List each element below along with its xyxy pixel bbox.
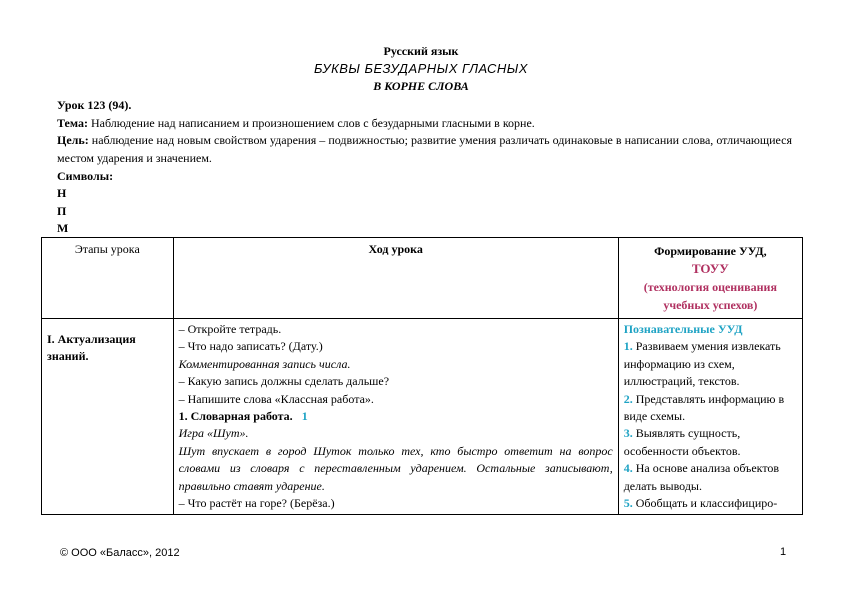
uud-item-number: 2. [623, 391, 633, 406]
uud-item [624, 460, 797, 495]
course-line: Комментированная запись числа. [178, 356, 351, 371]
uud-item [624, 391, 797, 426]
lesson-table [41, 237, 803, 515]
uud-item-text: На основе анализа объектов делать выводы. [623, 461, 780, 493]
lesson-goal [57, 132, 792, 167]
page-number: 1 [780, 546, 787, 558]
symbol-m: М [57, 221, 69, 235]
uud-item-number: 5. [623, 496, 633, 511]
course-cell [173, 319, 618, 515]
uud-item [624, 425, 797, 460]
uud-item-number: 3. [623, 426, 633, 441]
uud-item-number: 1. [623, 339, 633, 354]
title-line-1: БУКВЫ БЕЗУДАРНЫХ ГЛАСНЫХ [314, 61, 528, 76]
uud-item-text: Обобщать и классифициро- [632, 496, 778, 511]
header-uud [618, 238, 802, 319]
stage-cell: I. Актуализация знаний. [42, 319, 174, 515]
header-course: Ход урока [173, 238, 618, 319]
symbol-n: Н [57, 186, 67, 200]
course-line: – Откройте тетрадь. [178, 322, 282, 336]
header-uud-line2: ТОУУ [691, 261, 729, 276]
course-line: Игра «Шут». [178, 426, 249, 441]
lesson-number: Урок 123 (94). [57, 98, 132, 112]
lesson-topic [57, 115, 792, 133]
table-row [42, 319, 803, 515]
course-line: – Что надо записать? (Дату.) [178, 339, 323, 354]
uud-item [624, 338, 797, 390]
goal-text: наблюдение над новым свойством ударения – подвижностью; развитие умения различать одинаковые в написании слова, отличающиеся местом ударения и значением. [57, 133, 792, 165]
uud-item-number: 4. [623, 461, 633, 476]
course-line: Шут впускает в город Шуток только тех, кто быстро ответит на вопрос словами из словаря с переставленным ударением. Остальные записывают, правильно ставят ударение. [178, 443, 613, 493]
course-line [179, 408, 613, 425]
title-line-2: В КОРНЕ СЛОВА [373, 79, 469, 93]
uud-cell [618, 319, 802, 515]
subject-heading: Русский язык [383, 44, 459, 58]
uud-item [624, 495, 797, 512]
uud-item-text: Выявлять сущность, особенности объектов. [623, 426, 741, 458]
vocabulary-work-heading: 1. Словарная работа. [178, 409, 293, 424]
header-uud-line3: (технология оценивания учебных успехов) [643, 280, 777, 312]
vocabulary-mark: 1 [301, 409, 308, 424]
uud-item-text: Представлять информацию в виде схемы. [623, 391, 785, 424]
footer-copyright: © ООО «Баласс», 2012 [60, 547, 180, 559]
course-line: – Что растёт на горе? (Берёза.) [178, 496, 335, 511]
header-stages: Этапы урока [42, 238, 174, 319]
uud-item-text: Развиваем умения извлекать информацию из схем, иллюстраций, текстов. [623, 339, 781, 389]
course-line: – Напишите слова «Классная работа». [178, 391, 374, 406]
header-uud-line1: Формирование УУД, [654, 244, 767, 258]
goal-label: Цель: [57, 133, 89, 147]
symbol-p: П [57, 204, 67, 218]
course-line: – Какую запись должны сделать дальше? [178, 374, 390, 389]
table-header-row [42, 238, 803, 319]
uud-title: Познавательные УУД [623, 322, 743, 336]
topic-label: Тема: [57, 116, 88, 130]
topic-text: Наблюдение над написанием и произношением слов с безударными гласными в корне. [87, 116, 535, 130]
symbols-label: Символы: [57, 169, 114, 183]
